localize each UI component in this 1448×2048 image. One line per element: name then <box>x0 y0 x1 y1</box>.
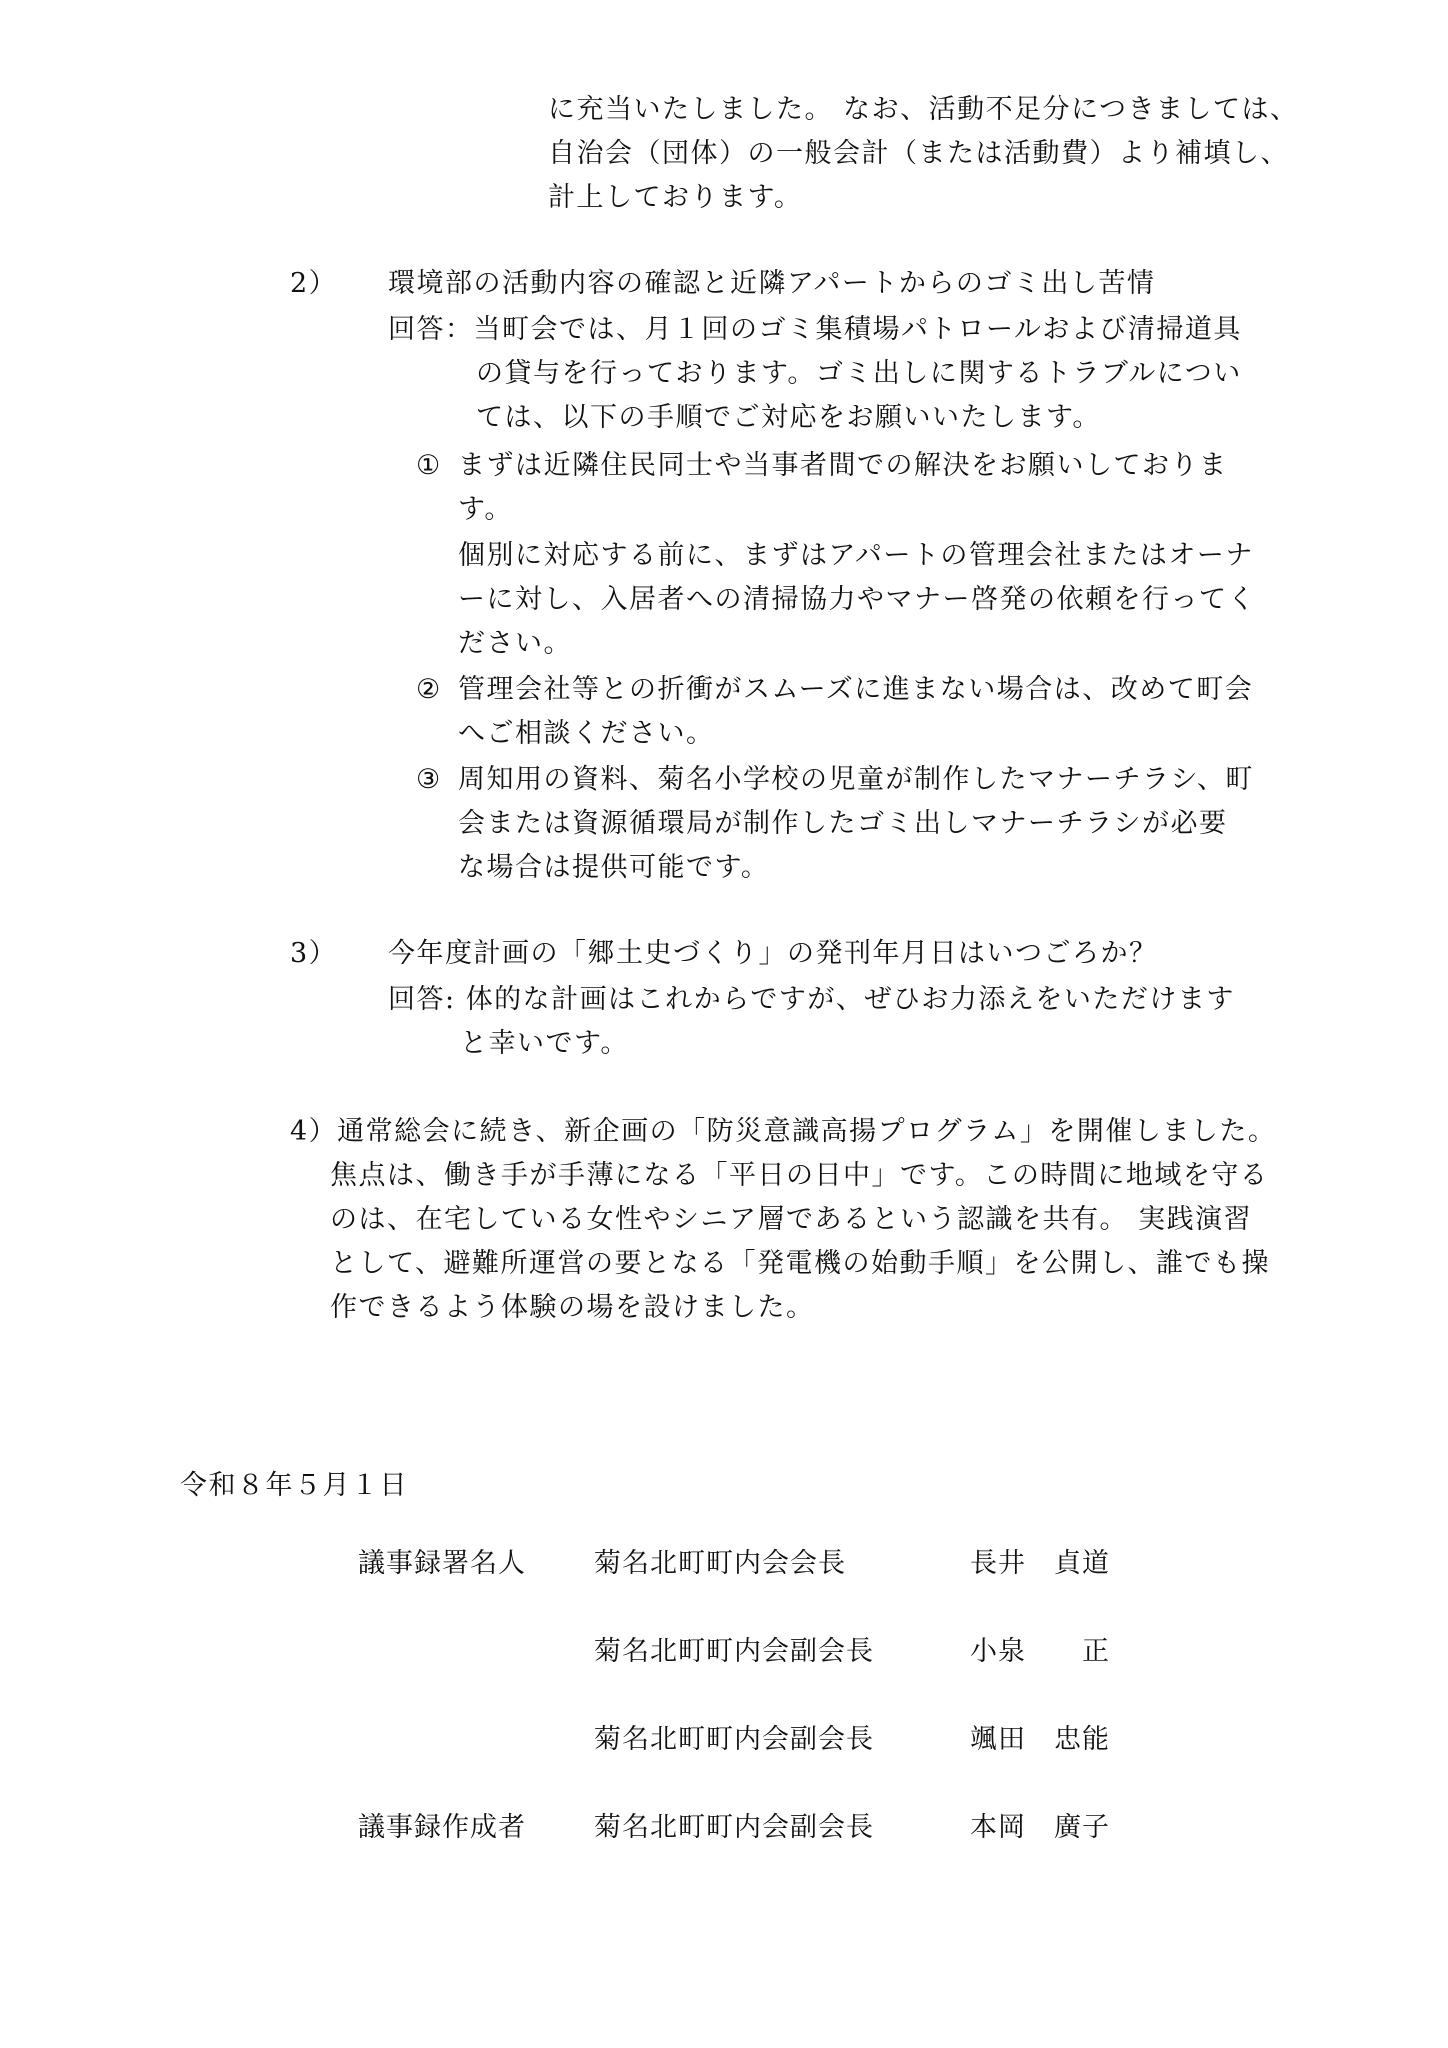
item4-line: として、避難所運営の要となる「発電機の始動手順」を公開し、誰でも操 <box>330 1248 1270 1279</box>
step-line: 会または資源循環局が制作したゴミ出しマナーチラシが必要 <box>458 808 1228 839</box>
answer-line: と幸いです。 <box>460 1028 629 1059</box>
signatory-name: 長井 貞道 <box>970 1548 1110 1579</box>
item-number: 3） <box>290 938 338 969</box>
step-line: ださい。 <box>458 628 572 659</box>
item-question: 今年度計画の「郷土史づくり」の発刊年月日はいつごろか？ <box>388 938 1158 969</box>
item4-line: 4）通常総会に続き、新企画の「防災意識高揚プログラム」を開催しました。 <box>290 1116 1277 1147</box>
step-line: な場合は提供可能です。 <box>458 852 770 883</box>
signatory-name: 颯田 忠能 <box>970 1724 1110 1755</box>
answer-line: の貸与を行っております。ゴミ出しに関するトラブルについ <box>476 358 1242 389</box>
answer-line: 回答: 体的な計画はこれからですが、ぜひお力添えをいただけます <box>388 984 1235 1015</box>
step-line: 個別に対応する前に、まずはアパートの管理会社またはオーナ <box>458 540 1254 571</box>
item4-line: 焦点は、働き手が手薄になる「平日の日中」です。この時間に地域を守る <box>330 1160 1269 1191</box>
signatory-org: 菊名北町町内会副会長 <box>594 1812 874 1843</box>
signatory-name: 本岡 廣子 <box>970 1812 1110 1843</box>
step-line: 周知用の資料、菊名小学校の児童が制作したマナーチラシ、町 <box>458 764 1254 795</box>
continuation-line: 自治会（団体）の一般会計（または活動費）より補填し、 <box>548 138 1289 169</box>
step-marker: ② <box>416 674 442 705</box>
answer-line: ては、以下の手順でご対応をお願いいたします。 <box>476 402 1101 433</box>
item4-line: のは、在宅している女性やシニア層であるという認識を共有。 実践演習 <box>330 1204 1253 1235</box>
step-line: まずは近隣住民同士や当事者間での解決をお願いしておりま <box>458 450 1228 481</box>
signatory-role: 議事録作成者 <box>358 1812 526 1843</box>
item4-line: 作できるよう体験の場を設けました。 <box>330 1292 815 1323</box>
step-line: 管理会社等との折衝がスムーズに進まない場合は、改めて町会 <box>458 674 1254 705</box>
step-marker: ③ <box>416 764 442 795</box>
step-line: す。 <box>458 494 513 525</box>
signatory-role: 議事録署名人 <box>358 1548 526 1579</box>
signatory-org: 菊名北町町内会副会長 <box>594 1724 874 1755</box>
signatory-org: 菊名北町町内会副会長 <box>594 1636 874 1667</box>
item-question: 環境部の活動内容の確認と近隣アパートからのゴミ出し苦情 <box>388 268 1156 299</box>
continuation-line: に充当いたしました。 なお、活動不足分につきましては、 <box>548 94 1299 125</box>
step-line: へご相談ください。 <box>458 718 715 749</box>
item-number: 2） <box>290 268 338 299</box>
signatory-name: 小泉 正 <box>970 1636 1110 1667</box>
document-date: 令和８年５月１日 <box>180 1470 408 1501</box>
answer-line: 回答：当町会では、月１回のゴミ集積場パトロールおよび清掃道具 <box>388 314 1242 345</box>
step-marker: ① <box>416 450 442 481</box>
continuation-line: 計上しております。 <box>548 182 803 213</box>
step-line: ーに対し、入居者への清掃協力やマナー啓発の依頼を行ってく <box>458 584 1256 615</box>
signatory-org: 菊名北町町内会会長 <box>594 1548 846 1579</box>
